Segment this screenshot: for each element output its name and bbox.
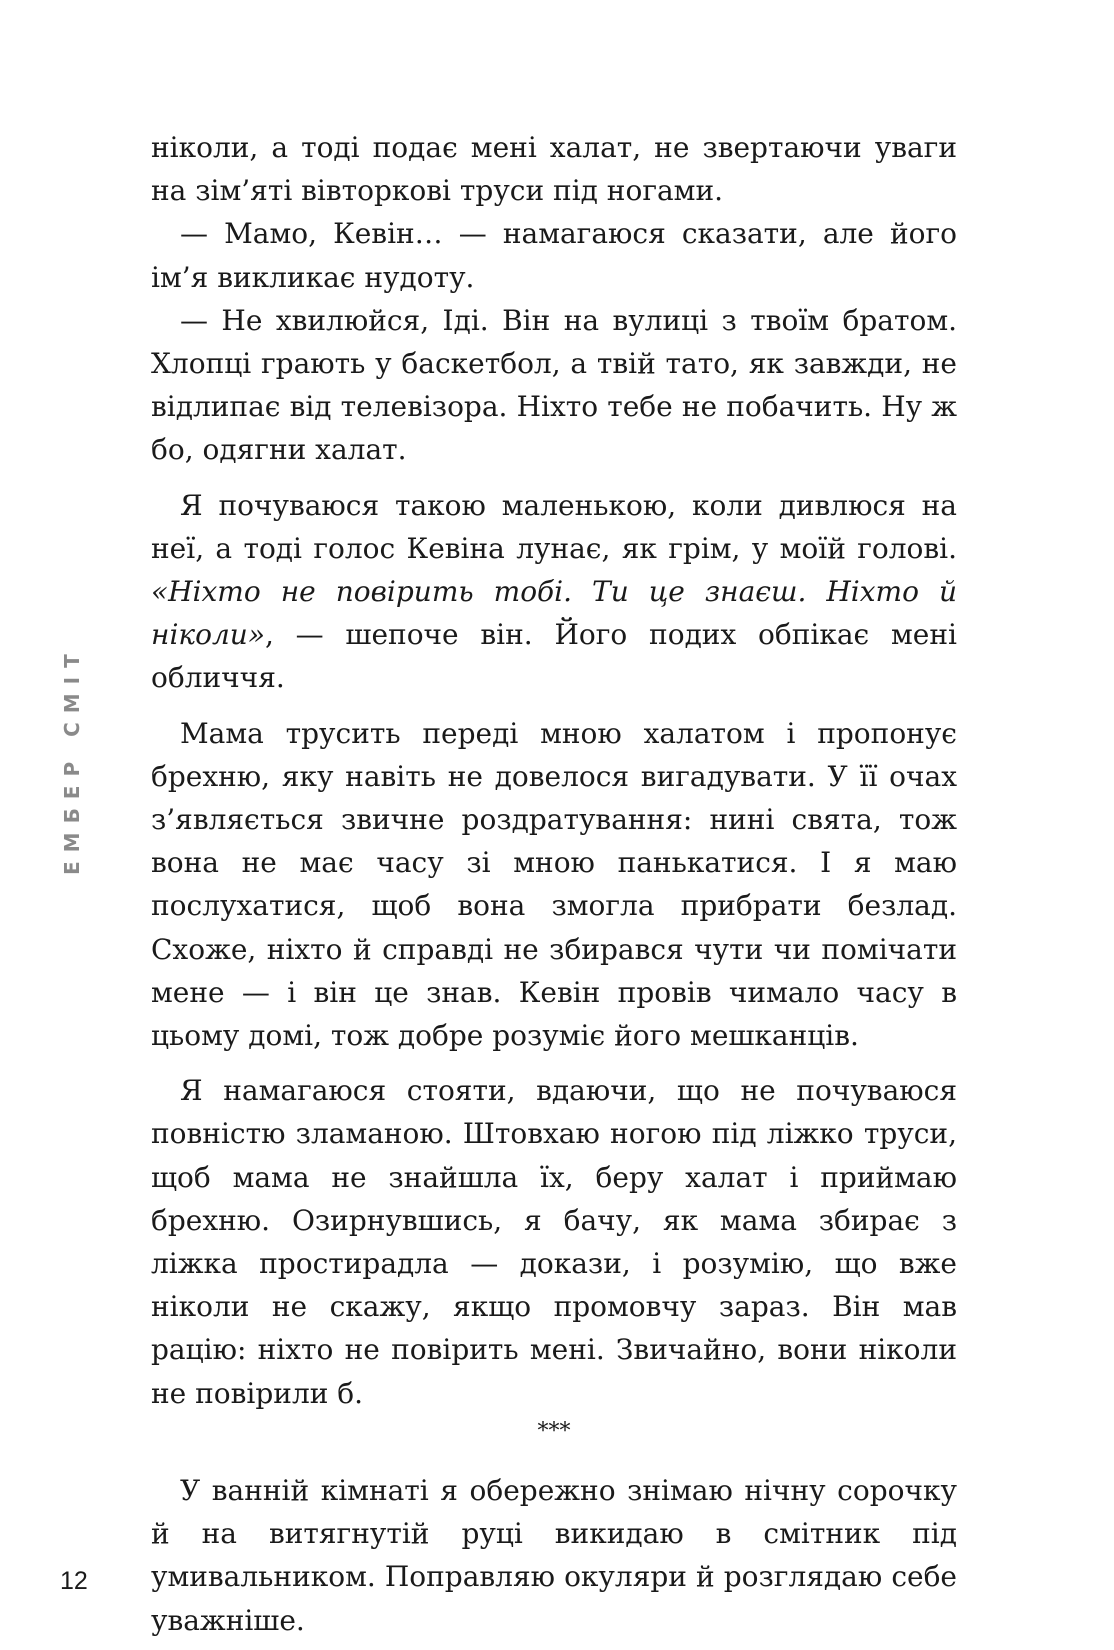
paragraph: — Мамо, Кевін… — намагаюся сказати, але його ім’я викликає нудоту. <box>151 217 957 294</box>
paragraph <box>151 484 957 700</box>
paragraph: Мама трусить переді мною халатом і пропонує брехню, яку навіть не довелося вигадувати. У її очах з’являється звичне роздратування: нині свята, тож вона не має часу зі мною панькатися. І я маю послухатися, щоб вона змогла прибрати безлад. Схоже, ніхто й справді не збирався чути чи помічати мене — і він це знав. Кевін провів чимало часу в цьому домі, тож добре розуміє його мешканців. <box>151 716 957 1053</box>
scene-break: *** <box>537 1418 571 1444</box>
running-head-author: ЕМБЕР СМІТ <box>60 645 84 875</box>
paragraph: У ванній кімнаті я обережно знімаю нічну сорочку й на витягнутій руці викидаю в смітник під умивальником. Поправляю окуляри й розглядаю себе уважніше. <box>151 1473 957 1637</box>
paragraph-text: Я почуваюся такою маленькою, коли дивлюся на неї, а тоді голос Кевіна лунає, як грім, у моїй голові. <box>151 488 957 565</box>
italic-quote: «Ніхто не повірить тобі. Ти це знаєш. Ніхто й ніколи» <box>151 575 957 652</box>
body-text <box>151 126 957 1642</box>
paragraph-text: , — шепоче він. Його подих обпікає мені обличчя. <box>151 618 957 695</box>
page-number: 12 <box>60 1567 88 1595</box>
paragraph: Я намагаюся стояти, вдаючи, що не почуваюся повністю зламаною. Штовхаю ногою під ліжко труси, щоб мама не знайшла їх, беру халат і приймаю брехню. Озирнувшись, я бачу, як мама збирає з ліжка простирадла — докази, і розумію, що вже ніколи не скажу, якщо промовчу зараз. Він мав рацію: ніхто не повірить мені. Звичайно, вони ніколи не повірили б. <box>151 1074 957 1410</box>
paragraph: ніколи, а тоді подає мені халат, не звертаючи уваги на зім’яті вівторкові труси під ногами. <box>151 131 957 208</box>
paragraph: — Не хвилюйся, Іді. Він на вулиці з твоїм братом. Хлопці грають у баскетбол, а твій тато, як завжди, не відлипає від телевізора. Ніхто тебе не побачить. Ну ж бо, одягни халат. <box>151 303 957 467</box>
